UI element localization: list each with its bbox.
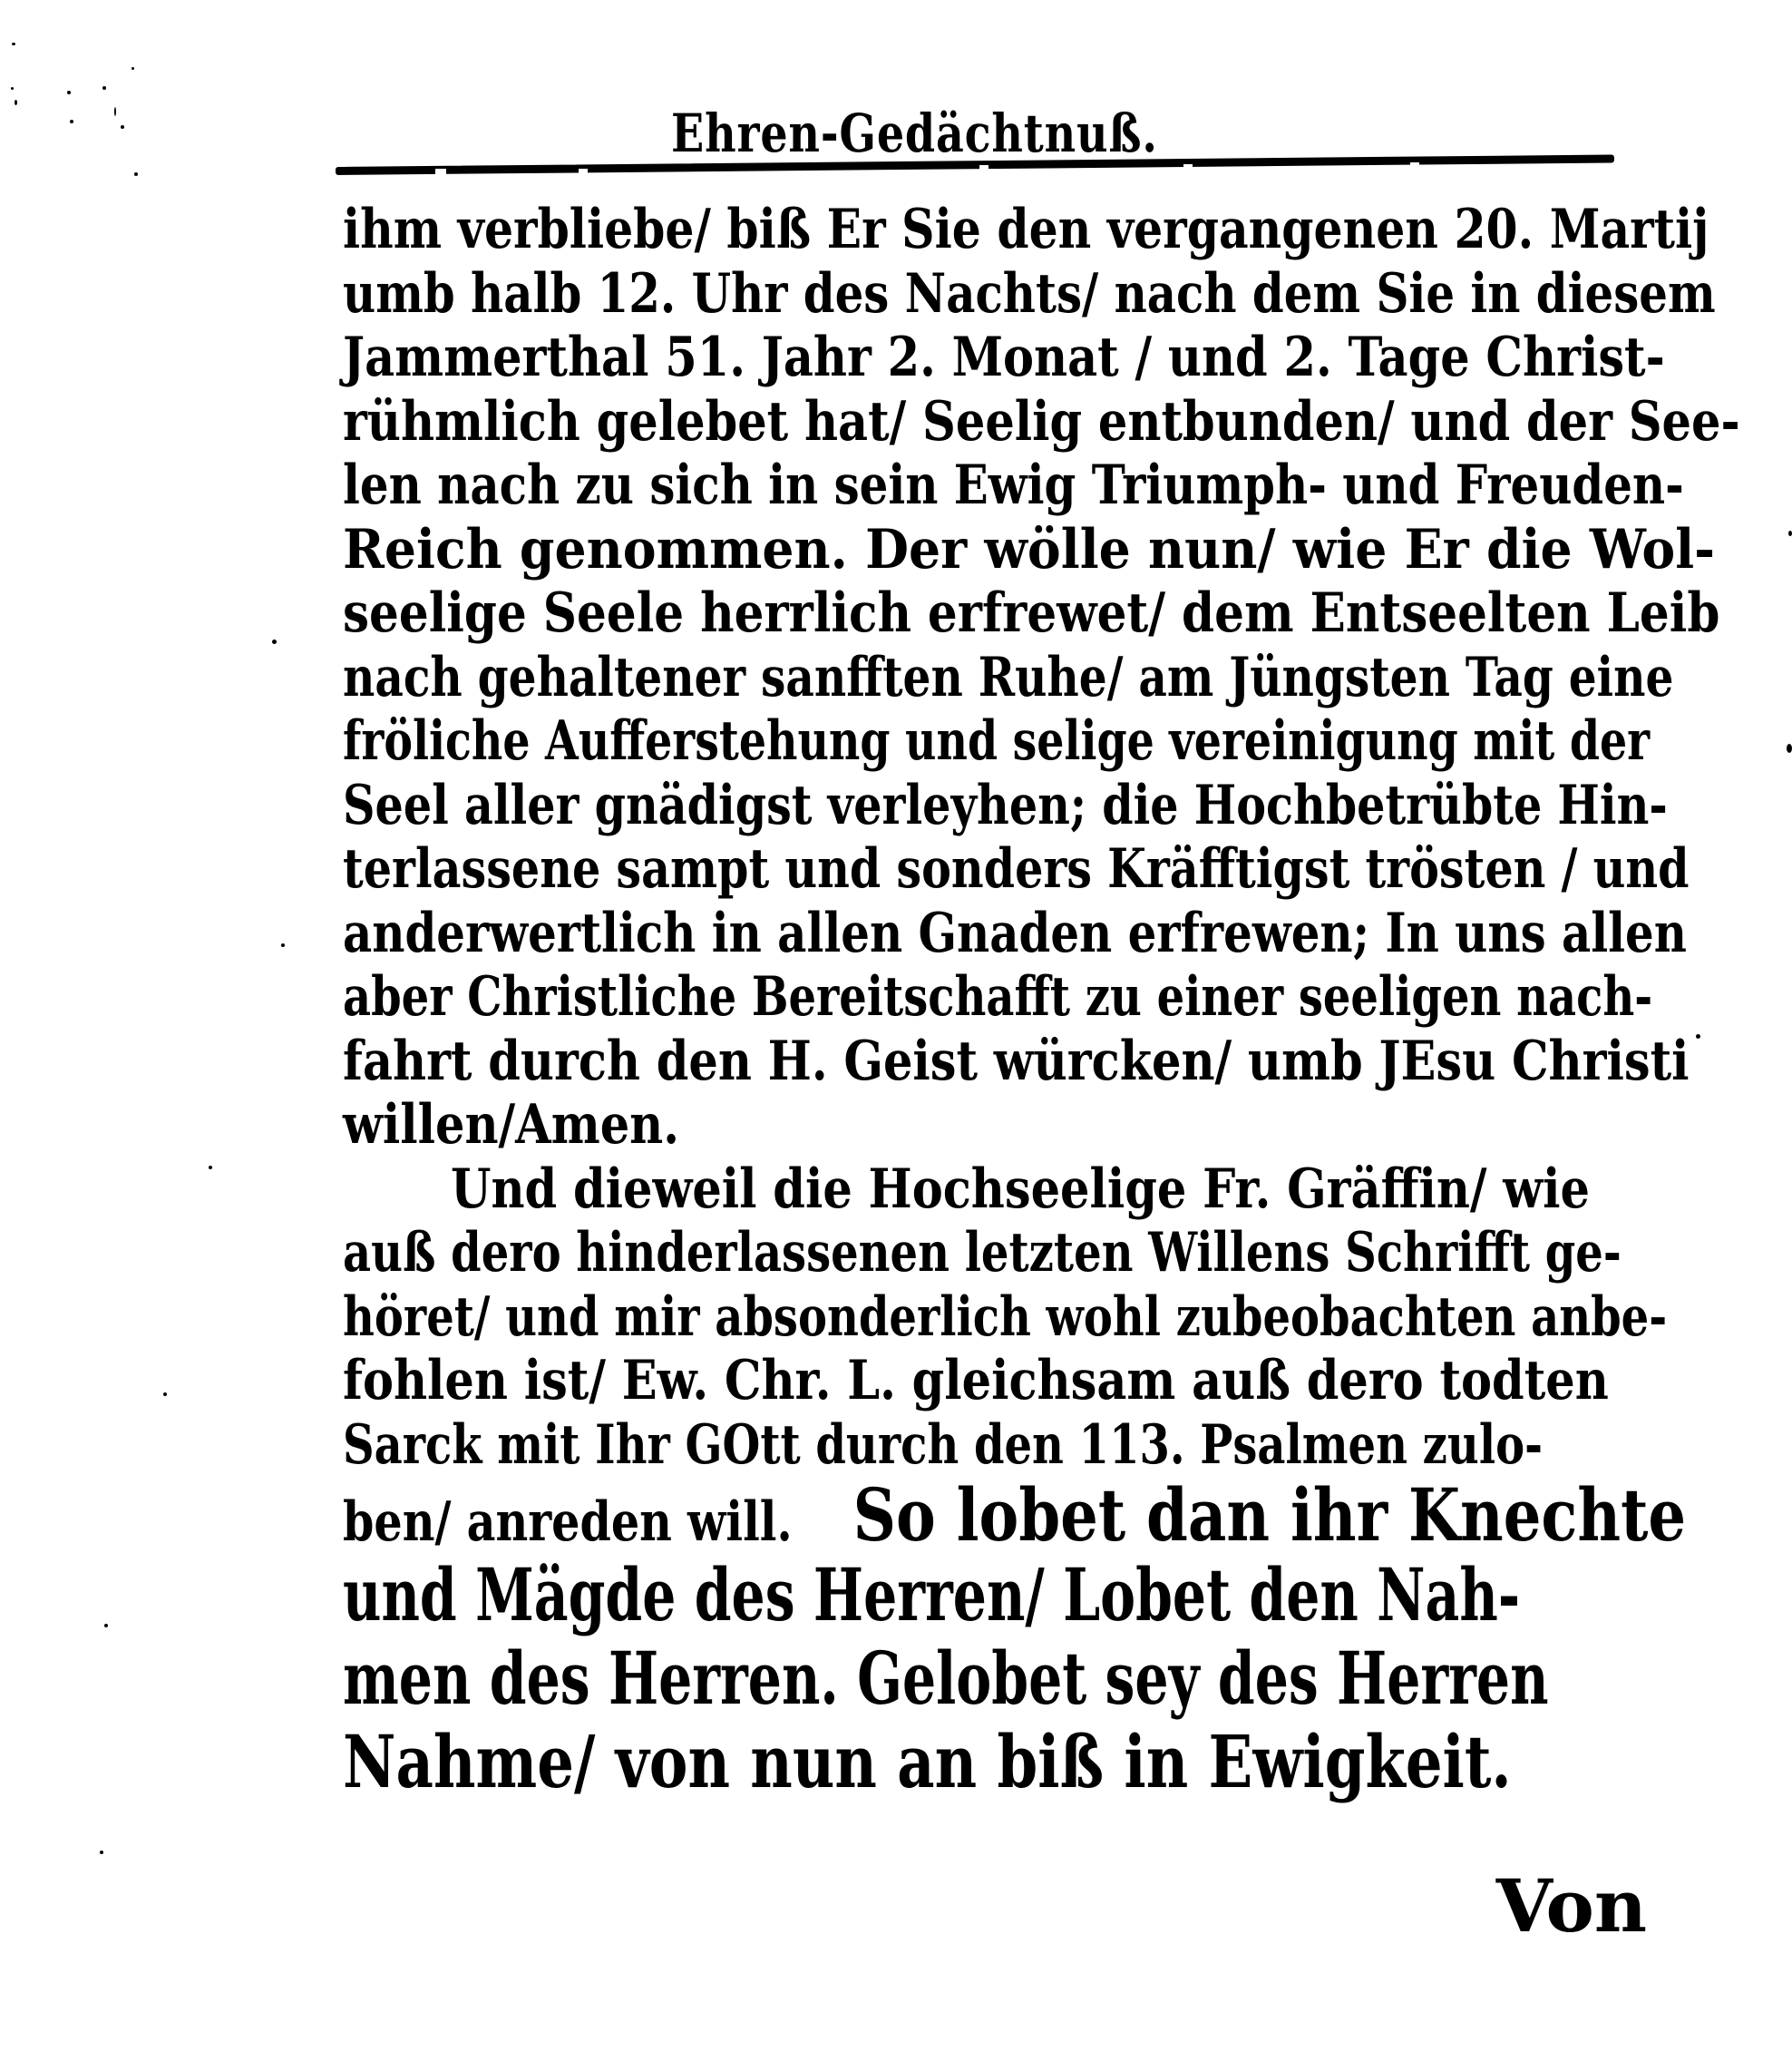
header-rule-gap bbox=[435, 169, 446, 180]
text-small-segment: ben/ anreden will. bbox=[343, 1490, 793, 1554]
scan-speck bbox=[134, 172, 138, 176]
scan-speck bbox=[104, 1624, 108, 1627]
text-line: seelige Seele herrlich erfrewet/ dem Entseelten Leib bbox=[343, 581, 1720, 645]
large-text-line: men des Herren. Gelobet sey des Herren bbox=[343, 1636, 1549, 1721]
scan-speck bbox=[100, 1851, 103, 1854]
text-line: auß dero hinderlassenen letzten Willens Schrifft ge- bbox=[343, 1221, 1622, 1284]
scan-speck bbox=[102, 86, 106, 90]
text-line: Seel aller gnädigst verleyhen; die Hochbetrübte Hin- bbox=[343, 773, 1668, 837]
text-line: Jammerthal 51. Jahr 2. Monat / und 2. Tage Christ- bbox=[343, 326, 1665, 389]
scan-speck bbox=[1787, 744, 1792, 753]
catchword: Von bbox=[1495, 1863, 1647, 1949]
scan-speck bbox=[131, 67, 134, 70]
scan-speck bbox=[15, 100, 17, 105]
large-text-line: Nahme/ von nun an biß in Ewigkeit. bbox=[343, 1719, 1512, 1804]
scan-speck bbox=[121, 125, 124, 129]
text-line: rühmlich gelebet hat/ Seelig entbunden/ und der See- bbox=[343, 389, 1740, 454]
text-line: Sarck mit Ihr GOtt durch den 113. Psalmen zulo- bbox=[343, 1412, 1543, 1477]
scan-speck bbox=[209, 1166, 212, 1169]
text-line: fahrt durch den H. Geist würcken/ umb JEsu Christi bbox=[343, 1029, 1690, 1093]
header-rule-gap bbox=[1183, 164, 1193, 175]
scan-speck bbox=[12, 43, 15, 45]
large-text-line: und Mägde des Herren/ Lobet den Nah- bbox=[343, 1552, 1521, 1637]
text-line: anderwertlich in allen Gnaden erfrewen; In uns allen bbox=[343, 901, 1687, 965]
paragraph-start-line: Und dieweil die Hochseelige Fr. Gräffin/ wie bbox=[451, 1157, 1591, 1221]
text-large-segment: So lobet dan ihr Knechte bbox=[852, 1472, 1687, 1558]
text-line: Reich genommen. Der wölle nun/ wie Er die Wol- bbox=[343, 517, 1716, 581]
text-line: terlassene sampt und sonders Kräfftigst trösten / und bbox=[343, 837, 1690, 901]
header-rule-gap bbox=[1410, 162, 1419, 173]
scan-speck bbox=[70, 120, 73, 123]
text-line: willen/Amen. bbox=[343, 1093, 679, 1157]
running-head: Ehren-Gedächtnuß. bbox=[671, 103, 1158, 164]
header-rule-gap bbox=[979, 165, 989, 176]
text-line: len nach zu sich in sein Ewig Triumph- und Freuden- bbox=[343, 454, 1684, 517]
body-text bbox=[343, 198, 1740, 1804]
scan-speck bbox=[11, 87, 14, 90]
mixed-size-line bbox=[343, 1472, 1687, 1558]
text-line: aber Christliche Bereitschafft zu einer seeligen nach- bbox=[343, 965, 1653, 1029]
text-line: nach gehaltener sanfften Ruhe/ am Jüngsten Tag eine bbox=[343, 645, 1674, 709]
text-line: höret/ und mir absonderlich wohl zubeobachten anbe- bbox=[343, 1284, 1668, 1349]
text-line: umb halb 12. Uhr des Nachts/ nach dem Sie in diesem bbox=[343, 261, 1716, 326]
text-line: fröliche Aufferstehung und selige vereinigung mit der bbox=[343, 709, 1651, 773]
scan-speck bbox=[281, 943, 285, 947]
scan-speck bbox=[163, 1392, 167, 1396]
scan-speck bbox=[67, 91, 71, 94]
text-line: ihm verbliebe/ biß Er Sie den vergangenen 20. Martij bbox=[343, 198, 1709, 261]
header-rule-gap bbox=[579, 169, 588, 180]
scan-speck bbox=[114, 107, 116, 116]
scan-speck bbox=[1696, 1034, 1700, 1039]
text-line: fohlen ist/ Ew. Chr. L. gleichsam auß dero todten bbox=[343, 1349, 1609, 1412]
scan-speck bbox=[272, 640, 277, 644]
scan-speck bbox=[1788, 531, 1792, 536]
